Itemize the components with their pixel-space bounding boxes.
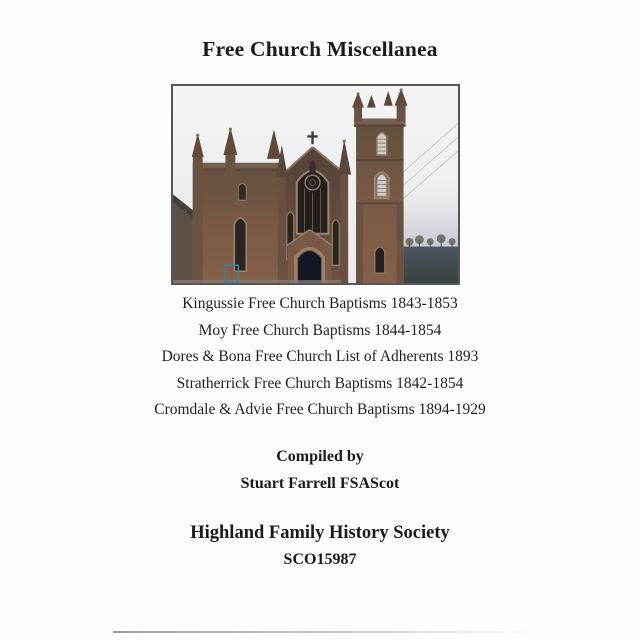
publisher-name: Highland Family History Society bbox=[190, 523, 450, 543]
contents-item-moy: Moy Free Church Baptisms 1844-1854 bbox=[198, 321, 442, 339]
church-photo bbox=[171, 84, 460, 285]
church-photo-illustration bbox=[173, 86, 458, 283]
compiler-name: Stuart Farrell FSAScot bbox=[240, 475, 400, 492]
contents-item-cromdale-advie: Cromdale & Advie Free Church Baptisms 1894-1929 bbox=[154, 401, 486, 419]
compiled-by-block bbox=[0, 443, 640, 497]
contents-list bbox=[0, 291, 640, 424]
page-title: Free Church Miscellanea bbox=[202, 37, 438, 61]
hillside bbox=[404, 247, 458, 283]
contents-item-kingussie: Kingussie Free Church Baptisms 1843-1853 bbox=[182, 295, 458, 312]
scan-bottom-edge bbox=[113, 631, 533, 633]
distant-haze bbox=[404, 175, 458, 248]
contents-item-stratherrick: Stratherrick Free Church Baptisms 1842-1854 bbox=[176, 374, 464, 392]
compiled-by-label: Compiled by bbox=[276, 448, 364, 465]
ground bbox=[173, 280, 341, 283]
charity-number: SCO15987 bbox=[283, 551, 357, 568]
contents-item-dores-bona: Dores & Bona Free Church List of Adherents 1893 bbox=[161, 348, 479, 366]
